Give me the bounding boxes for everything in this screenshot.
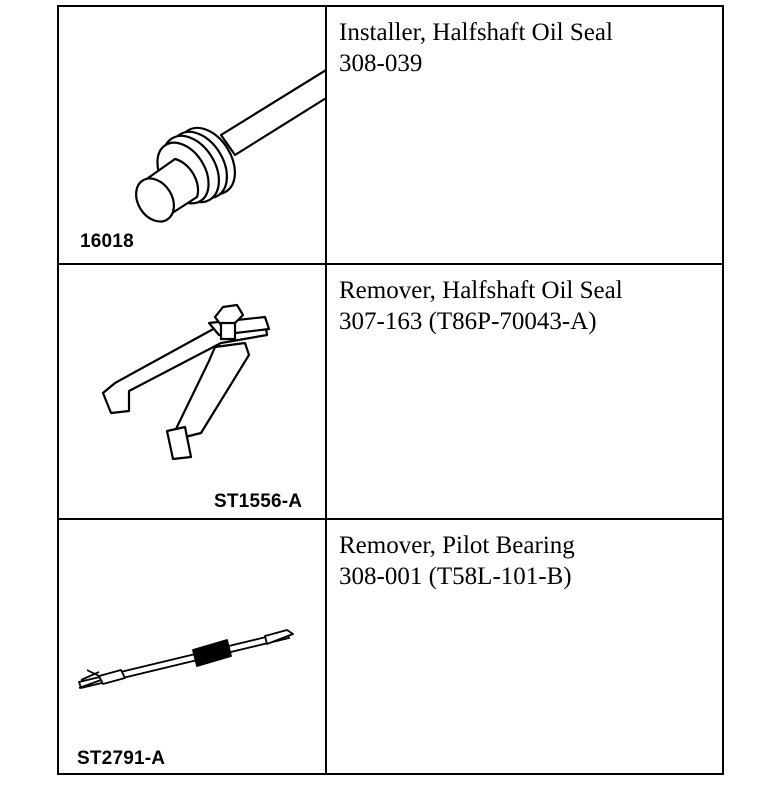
halfshaft-seal-installer-drawing-icon [59, 7, 325, 263]
column-divider [325, 520, 327, 773]
tool-figure-code: ST1556-A [214, 491, 303, 512]
tool-illustration-cell [59, 265, 325, 520]
tool-row [59, 518, 722, 773]
tool-description [339, 275, 623, 337]
tool-figure-code: ST2791-A [77, 748, 166, 769]
tool-number: 308-001 (T58L-101-B) [339, 563, 572, 590]
column-divider [325, 265, 327, 520]
halfshaft-seal-remover-drawing-icon [59, 265, 325, 520]
tool-number: 307-163 (T86P-70043-A) [339, 308, 597, 335]
tool-name: Installer, Halfshaft Oil Seal [339, 19, 613, 46]
tool-name: Remover, Pilot Bearing [339, 532, 575, 559]
tool-row [59, 7, 722, 265]
tool-name: Remover, Halfshaft Oil Seal [339, 277, 623, 304]
tool-illustration-cell [59, 520, 325, 773]
special-tools-table [57, 5, 724, 775]
tool-illustration-cell [59, 7, 325, 265]
tool-description [339, 17, 613, 79]
tool-number: 308-039 [339, 50, 423, 77]
tool-description [339, 530, 575, 592]
tool-row [59, 263, 722, 520]
tool-figure-code: 16018 [80, 231, 134, 252]
pilot-bearing-remover-drawing-icon [59, 520, 325, 773]
column-divider [325, 7, 327, 265]
